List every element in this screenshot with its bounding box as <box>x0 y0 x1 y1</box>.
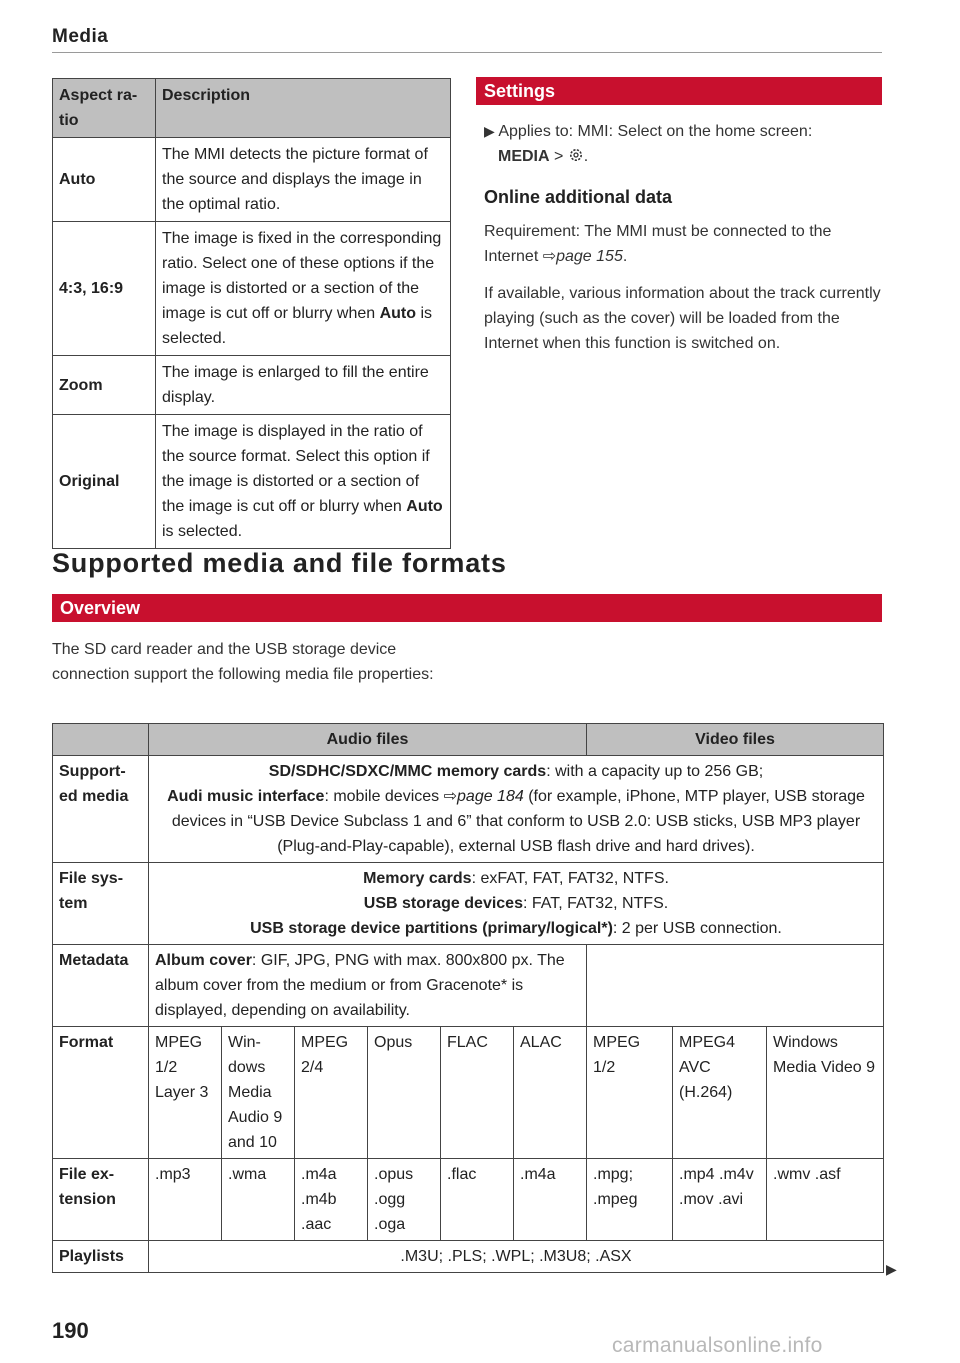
format-cell: ALAC <box>514 1027 587 1159</box>
fs-memory-cards-text: : exFAT, FAT, FAT32, NTFS. <box>471 870 669 887</box>
page-reference-link[interactable]: page 155 <box>556 248 623 265</box>
row-key-zoom: Zoom <box>53 356 156 415</box>
fs-partitions-text: : 2 per USB connection. <box>612 920 782 937</box>
fs-partitions-term: USB storage device partitions (primary/logical*) <box>250 920 613 937</box>
row-desc-auto: The MMI detects the picture format of the source and displays the image in the optimal ratio. <box>156 138 451 222</box>
row-desc-zoom: The image is enlarged to fill the entire display. <box>156 356 451 415</box>
table-row <box>53 415 451 549</box>
table-row <box>53 945 884 1027</box>
album-cover-text: : GIF, JPG, PNG with max. 800x800 px. The album cover from the medium or from Gracenote* is displayed, depending on availability. <box>155 952 565 1019</box>
table-header-row <box>53 724 884 756</box>
requirement-text: Requirement: The MMI must be connected to the Internet <box>484 223 832 265</box>
table-row <box>53 863 884 945</box>
format-cell: Windows Media Video 9 <box>767 1027 884 1159</box>
row-key-auto: Auto <box>53 138 156 222</box>
format-cell: MPEG 1/2 Layer 3 <box>149 1027 222 1159</box>
table-row <box>53 756 884 863</box>
header-divider <box>52 52 882 53</box>
file-system-cell <box>149 863 884 945</box>
table-row <box>53 1027 884 1159</box>
metadata-video-empty <box>587 945 884 1027</box>
supported-media-cell <box>149 756 884 863</box>
table-row <box>53 356 451 415</box>
desc-bold-term: Auto <box>379 305 417 322</box>
media-formats-table <box>52 723 884 1273</box>
ami-term: Audi music interface <box>167 788 325 805</box>
watermark: carmanualsonline.info <box>612 1334 823 1357</box>
menu-path-media: MEDIA <box>498 148 550 165</box>
requirement-paragraph <box>484 219 882 269</box>
table-row <box>53 222 451 356</box>
desc-bold-term: Auto <box>406 498 443 515</box>
extension-cell: .opus .ogg .oga <box>368 1159 441 1241</box>
page-header-title: Media <box>52 26 109 47</box>
row-label-file-extension: File ex-tension <box>53 1159 149 1241</box>
settings-section-bar: Settings <box>476 77 882 105</box>
extension-cell: .flac <box>441 1159 514 1241</box>
row-desc-original <box>156 415 451 549</box>
reference-arrow-icon: ⇨ <box>443 788 458 805</box>
header-video-files: Video files <box>587 724 884 756</box>
extension-cell: .mpg; .mpeg <box>587 1159 673 1241</box>
desc-text: The image is displayed in the ratio of the source format. Select this option if the image is distorted or a section of the image is cut off or blurry when <box>162 423 430 515</box>
bullet-arrow-icon: ▶ <box>484 123 495 139</box>
row-key-original: Original <box>53 415 156 549</box>
gear-icon <box>568 148 584 165</box>
memory-cards-term: SD/SDHC/SDXC/MMC memory cards <box>268 763 547 780</box>
format-cell: MPEG4 AVC (H.264) <box>673 1027 767 1159</box>
row-key-ratio: 4:3, 16:9 <box>53 222 156 356</box>
column-header-aspect-ratio: Aspect ra-tio <box>53 79 156 138</box>
menu-path-end: . <box>583 148 589 165</box>
table-row <box>53 138 451 222</box>
settings-applies <box>484 119 882 169</box>
header-blank-cell <box>53 724 149 756</box>
extension-cell: .m4a <box>514 1159 587 1241</box>
row-label-playlists: Playlists <box>53 1241 149 1273</box>
fs-usb-text: : FAT, FAT32, NTFS. <box>522 895 669 912</box>
column-header-description: Description <box>156 79 451 138</box>
table-row <box>53 1159 884 1241</box>
desc-text-end: is selected. <box>162 305 433 347</box>
desc-text-end: is selected. <box>162 523 243 540</box>
table-header-row <box>53 79 451 138</box>
overview-intro: The SD card reader and the USB storage device connection support the following media file properties: <box>52 641 434 683</box>
row-label-file-system: File sys-tem <box>53 863 149 945</box>
extension-cell: .mp3 <box>149 1159 222 1241</box>
section-heading: Supported media and file formats <box>52 548 507 578</box>
row-label-supported-media: Support-ed media <box>53 756 149 863</box>
album-cover-term: Album cover <box>155 952 252 969</box>
metadata-cell <box>149 945 587 1027</box>
fs-memory-cards-term: Memory cards <box>363 870 472 887</box>
format-cell: MPEG 2/4 <box>295 1027 368 1159</box>
row-desc-ratio <box>156 222 451 356</box>
aspect-ratio-table <box>52 78 451 549</box>
desc-text: The image is fixed in the corresponding ratio. Select one of these options if the image is distorted or a section of the image is cut off or blurry when <box>162 230 442 322</box>
format-cell: Opus <box>368 1027 441 1159</box>
extension-cell: .wma <box>222 1159 295 1241</box>
overview-section-bar: Overview <box>52 594 882 622</box>
header-audio-files: Audio files <box>149 724 587 756</box>
format-cell: MPEG 1/2 <box>587 1027 673 1159</box>
format-cell: FLAC <box>441 1027 514 1159</box>
table-row <box>53 1241 884 1273</box>
extension-cell: .wmv .asf <box>767 1159 884 1241</box>
extension-cell: .m4a .m4b .aac <box>295 1159 368 1241</box>
online-data-heading: Online additional data <box>484 187 673 207</box>
info-paragraph: If available, various information about the track currently playing (such as the cover) will be loaded from the Internet when this function is switched on. <box>484 285 881 352</box>
fs-usb-term: USB storage devices <box>363 895 523 912</box>
continue-arrow-icon: ▶ <box>886 1261 897 1277</box>
page-reference-link[interactable]: page 184 <box>457 788 524 805</box>
applies-text: Applies to: MMI: Select on the home screen: <box>498 123 813 140</box>
memory-cards-text: : with a capacity up to 256 GB; <box>546 763 764 780</box>
playlists-cell: .M3U; .PLS; .WPL; .M3U8; .ASX <box>149 1241 884 1273</box>
format-cell: Win-dows Media Audio 9 and 10 <box>222 1027 295 1159</box>
page-number: 190 <box>52 1318 89 1343</box>
requirement-end: . <box>622 248 628 265</box>
extension-cell: .mp4 .m4v .mov .avi <box>673 1159 767 1241</box>
row-label-format: Format <box>53 1027 149 1159</box>
ami-text: : mobile devices <box>324 788 444 805</box>
row-label-metadata: Metadata <box>53 945 149 1027</box>
menu-path-separator: > <box>549 148 568 165</box>
reference-arrow-icon: ⇨ <box>542 248 557 265</box>
ami-text-end: (for example, iPhone, MTP player, USB storage devices in “USB Device Subclass 1 and 6” that conform to USB 2.0: USB sticks, USB MP3 player (Plug-and-Play-capable), external USB flash drive and hard drives). <box>171 788 865 855</box>
